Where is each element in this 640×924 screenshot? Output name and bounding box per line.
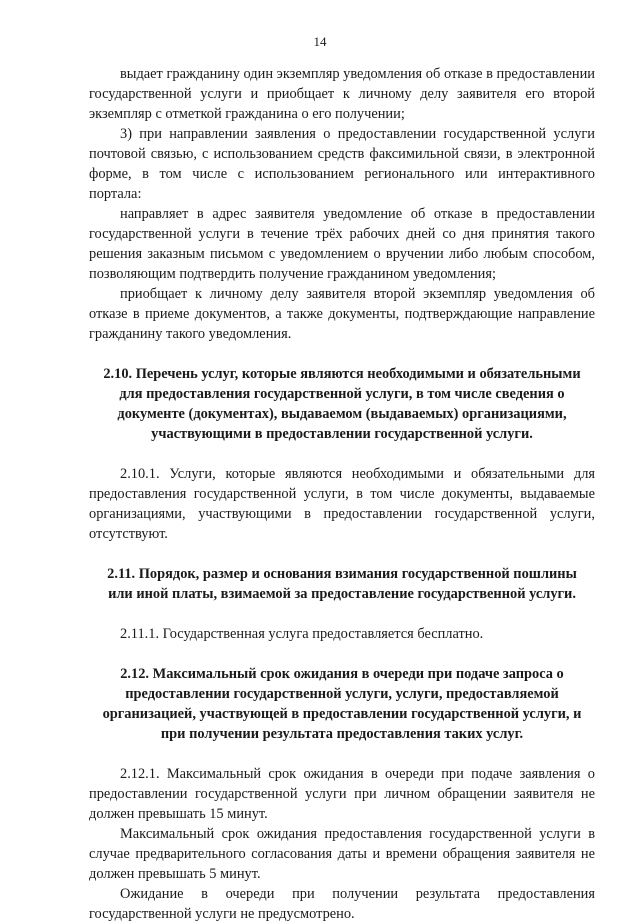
paragraph: 2.12.1. Максимальный срок ожидания в очереди при подаче заявления о предоставлении государственной услуги при личном обращении заявителя не должен превышать 15 минут. (89, 766, 595, 822)
page-number: 14 (313, 34, 327, 49)
section-heading-2-12: 2.12. Максимальный срок ожидания в очереди при подаче запроса о предоставлении государственной услуги, услуги, предоставляемой организацией, участвующей в предоставлении государственной услуги, и при получении результата предоставления таких услуг. (102, 666, 582, 742)
paragraph: Максимальный срок ожидания предоставления государственной услуги в случае предварительного согласования даты и времени обращения заявителя не должен превышать 5 минут. (89, 826, 595, 882)
paragraph: приобщает к личному делу заявителя второй экземпляр уведомления об отказе в приеме документов, а также документы, подтверждающие направление гражданину такого уведомления. (89, 286, 595, 342)
paragraph: 3) при направлении заявления о предоставлении государственной услуги почтовой связью, с использованием средств факсимильной связи, в электронной форме, в том числе с использованием регионального или интерактивного портала: (89, 126, 595, 202)
paragraph: 2.10.1. Услуги, которые являются необходимыми и обязательными для предоставления государственной услуги, в том числе документы, выдаваемые организациями, участвующими в предоставлении государственной услуги, отсутствуют. (89, 466, 595, 542)
section-heading-2-10: 2.10. Перечень услуг, которые являются необходимыми и обязательными для предоставления государственной услуги, в том числе сведения о документе (документах), выдаваемом (выдаваемых) организациями, участвующими в предоставлении государственной услуги. (103, 366, 581, 442)
paragraph: 2.11.1. Государственная услуга предоставляется бесплатно. (120, 626, 484, 642)
section-heading-2-11: 2.11. Порядок, размер и основания взимания государственной пошлины или иной платы, взимаемой за предоставление государственной услуги. (107, 566, 577, 602)
paragraph: направляет в адрес заявителя уведомление об отказе в предоставлении государственной услуги в течение трёх рабочих дней со дня принятия такого решения заказным письмом с уведомлением о вручении либо любым способом, позволяющим подтвердить получение гражданином уведомления; (89, 206, 595, 282)
document-body (89, 64, 595, 924)
paragraph: выдает гражданину один экземпляр уведомления об отказе в предоставлении государственной услуги и приобщает к личному делу заявителя его второй экземпляр с отметкой гражданина о его получении; (89, 66, 595, 122)
paragraph: Ожидание в очереди при получении результата предоставления государственной услуги не предусмотрено. (89, 886, 595, 922)
